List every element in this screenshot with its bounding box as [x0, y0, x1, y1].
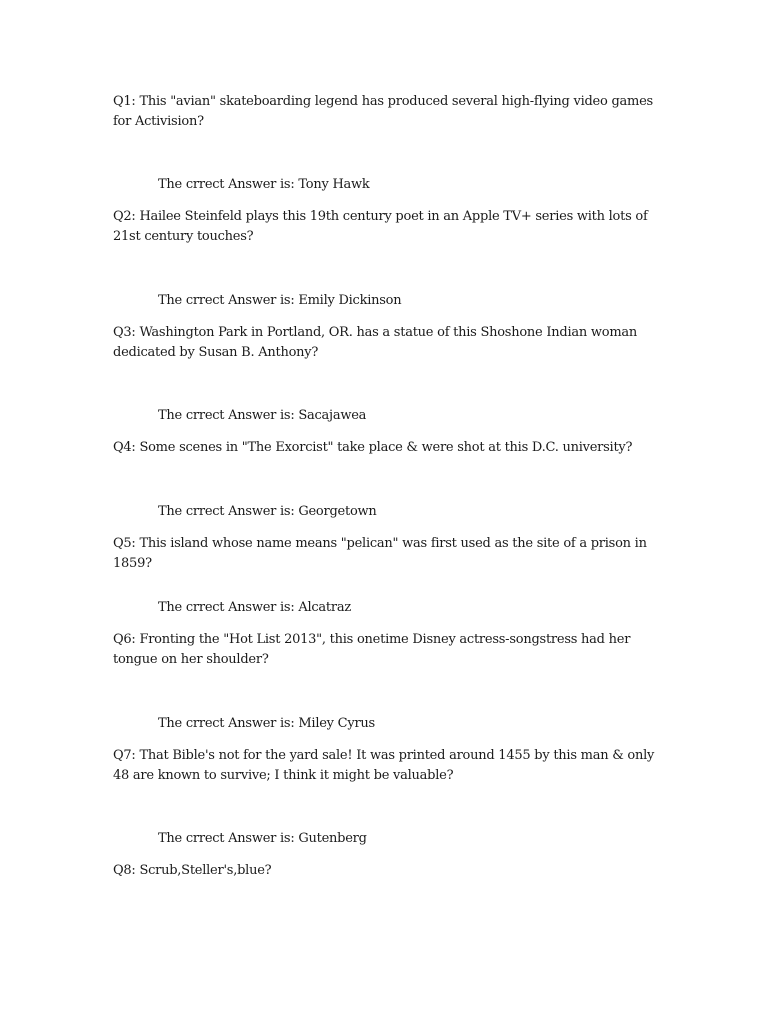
question-4: Q4: Some scenes in "The Exorcist" take place & were shot at this D.C. university?	[113, 440, 633, 455]
answer-3: The crrect Answer is: Sacajawea	[158, 408, 367, 423]
question-2: Q2: Hailee Steinfeld plays this 19th century poet in an Apple TV+ series with lots of 21st century touches?	[113, 209, 648, 244]
answer-6: The crrect Answer is: Miley Cyrus	[158, 716, 375, 731]
answer-7: The crrect Answer is: Gutenberg	[158, 831, 367, 846]
question-8: Q8: Scrub,Steller's,blue?	[113, 863, 272, 878]
answer-2: The crrect Answer is: Emily Dickinson	[158, 293, 402, 308]
question-1: Q1: This "avian" skateboarding legend has produced several high-flying video games for Activision?	[113, 94, 653, 129]
question-5: Q5: This island whose name means "pelican" was first used as the site of a prison in 1859?	[113, 536, 647, 571]
answer-1: The crrect Answer is: Tony Hawk	[158, 177, 370, 192]
answer-4: The crrect Answer is: Georgetown	[158, 504, 377, 519]
question-3: Q3: Washington Park in Portland, OR. has a statue of this Shoshone Indian woman dedicated by Susan B. Anthony?	[113, 325, 638, 360]
answer-5: The crrect Answer is: Alcatraz	[158, 600, 351, 615]
question-6: Q6: Fronting the "Hot List 2013", this onetime Disney actress-songstress had her tongue on her shoulder?	[113, 632, 631, 667]
question-7: Q7: That Bible's not for the yard sale! It was printed around 1455 by this man & only 48 are known to survive; I think it might be valuable?	[113, 748, 655, 783]
